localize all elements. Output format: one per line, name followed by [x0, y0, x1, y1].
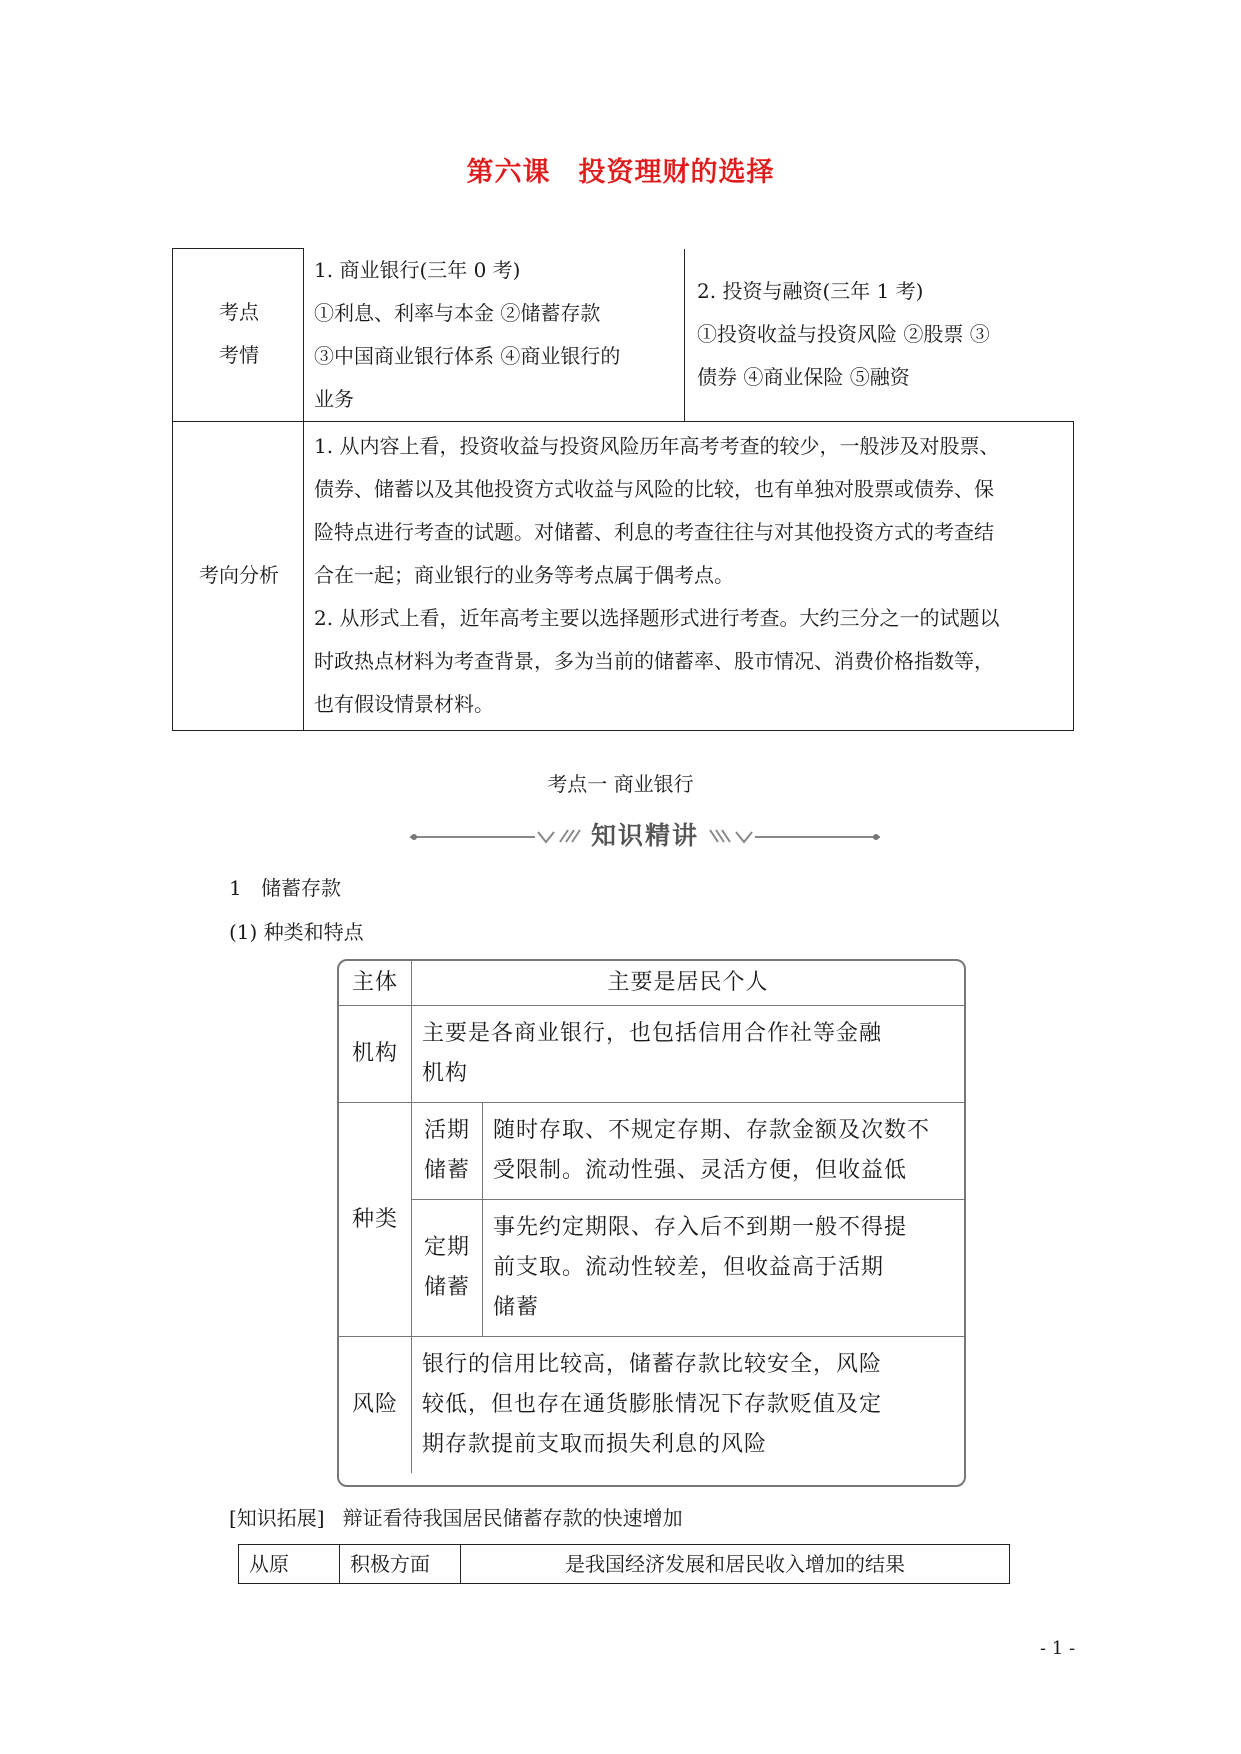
- exam-analysis-text: 1. 从内容上看，投资收益与投资风险历年高考考查的较少，一般涉及对股票、 债券、储蓄以及其他投资方式收益与风险的比较，也有单独对股票或债券、保 险特点进行考查的试题。对储蓄、利息的考查往往与对其他投资方式的考查结 合在一起；商业银行的业务等考点属于偶考点。 2. 从形式上看，近年高考主要以选择题形式进行考查。大约三分之一的试题以 时政热点材料为考查背景，多为当前的储蓄率、股市情况、消费价格指数等， 也有假设情景材料。: [304, 421, 1074, 730]
- ext-col1: 从原: [239, 1545, 340, 1584]
- table-row: [339, 1103, 964, 1200]
- exam-points-right: 2. 投资与融资(三年 1 考) ①投资收益与投资风险 ②股票 ③ 债券 ④商业保险 ⑤融资: [697, 279, 990, 389]
- table-row: [339, 1337, 964, 1474]
- page-title: [0, 150, 1241, 189]
- exam-analysis-row: [173, 421, 1074, 730]
- subject-label: 主体: [339, 961, 412, 1006]
- types-label: 种类: [339, 1103, 412, 1337]
- heading-savings-deposit: 1 储蓄存款: [229, 876, 341, 900]
- table-row: [239, 1545, 1010, 1584]
- extension-tag: [知识拓展]: [229, 1506, 325, 1530]
- fixed-savings-desc: 事先约定期限、存入后不到期一般不得提 前支取。流动性较差，但收益高于活期 储蓄: [483, 1200, 965, 1337]
- exam-points-row: [173, 249, 1074, 422]
- table-row: [339, 961, 964, 1006]
- deposit-table: [337, 959, 966, 1487]
- demand-savings-desc: 随时存取、不规定存期、存款金额及次数不 受限制。流动性强、灵活方便，但收益低: [483, 1103, 965, 1200]
- risk-label: 风险: [339, 1337, 412, 1474]
- knowledge-banner: [410, 812, 880, 856]
- subject-value: 主要是居民个人: [412, 961, 965, 1006]
- table-row: [339, 1200, 964, 1337]
- ext-col3: 是我国经济发展和居民收入增加的结果: [461, 1545, 1010, 1584]
- extension-table: [238, 1544, 1010, 1584]
- lesson-title: 投资理财的选择: [578, 157, 775, 188]
- institution-value: 主要是各商业银行，也包括信用合作社等金融 机构: [412, 1006, 965, 1103]
- page-number: - 1 -: [1040, 1638, 1076, 1659]
- section-heading: 考点一 商业银行: [547, 772, 694, 796]
- risk-desc: 银行的信用比较高，储蓄存款比较安全，风险 较低，但也存在通货膨胀情况下存款贬值及定 期存款提前支取而损失利息的风险: [412, 1337, 965, 1474]
- extension-text: 辩证看待我国居民储蓄存款的快速增加: [342, 1506, 683, 1530]
- demand-savings-label: 活期 储蓄: [412, 1103, 483, 1200]
- lesson-number: 第六课: [466, 157, 551, 188]
- exam-analysis-label: 考向分析: [173, 421, 304, 730]
- heading-types-features: (1) 种类和特点: [229, 920, 364, 944]
- ext-col2: 积极方面: [340, 1545, 461, 1584]
- exam-points-label: 考点 考情: [173, 249, 304, 422]
- banner-text: 知识精讲: [590, 821, 699, 850]
- knowledge-extension: [229, 1502, 683, 1531]
- exam-points-left: 1. 商业银行(三年 0 考) ①利息、利率与本金 ②储蓄存款 ③中国商业银行体系 ④商业银行的 业务: [304, 249, 685, 421]
- fixed-savings-label: 定期 储蓄: [412, 1200, 483, 1337]
- institution-label: 机构: [339, 1006, 412, 1103]
- table-row: [339, 1006, 964, 1103]
- overview-table: [172, 248, 1074, 731]
